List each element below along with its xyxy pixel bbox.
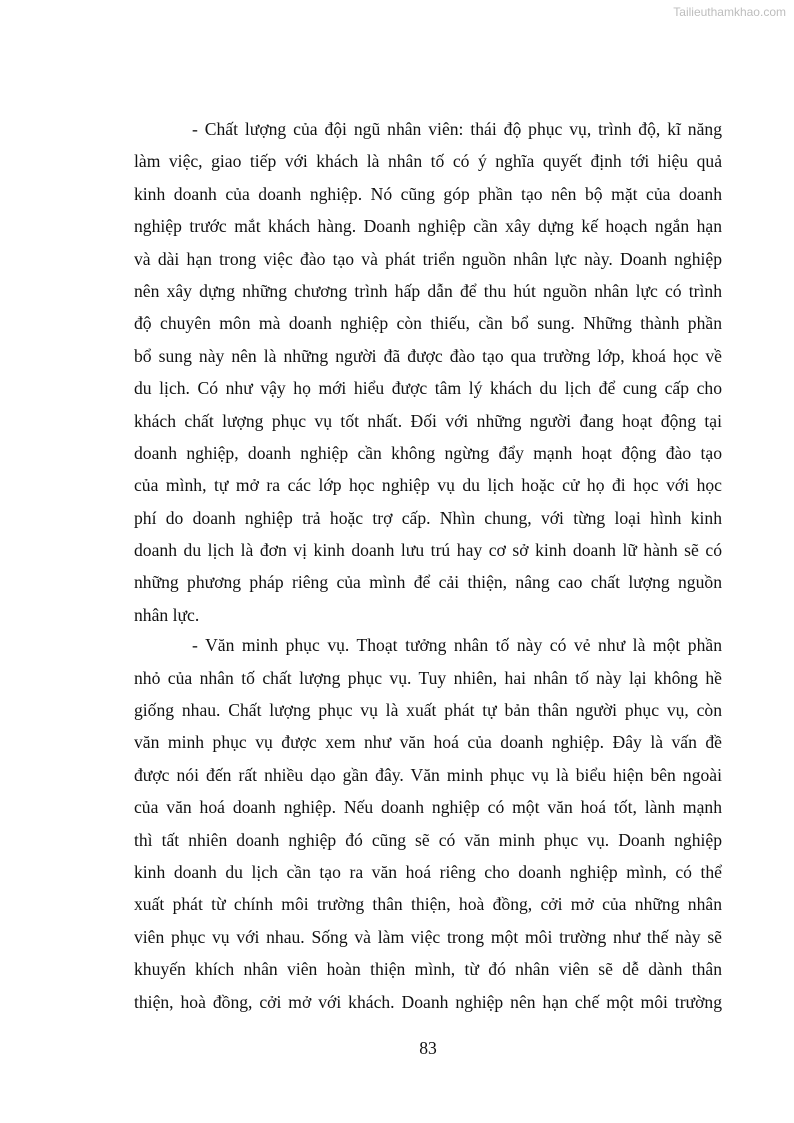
watermark: Tailieuthamkhao.com [673, 5, 786, 19]
text-line: khuyến khích nhân viên hoàn thiện mình, từ đó nhân viên sẽ dễ dành thân [134, 959, 722, 980]
text-line: - Chất lượng của đội ngũ nhân viên: thái độ phục vụ, trình độ, kĩ năng [192, 119, 722, 139]
text-line: nghiệp trước mắt khách hàng. Doanh nghiệp cần xây dựng kế hoạch ngắn hạn [134, 216, 722, 237]
text-line: làm việc, giao tiếp với khách là nhân tố có ý nghĩa quyết định tới hiệu quả [134, 151, 722, 172]
text-line: phí do doanh nghiệp trả hoặc trợ cấp. Nhìn chung, với từng loại hình kinh [134, 507, 722, 528]
text-line: khách chất lượng phục vụ tốt nhất. Đối với những người đang hoạt động tại [134, 410, 722, 431]
text-line: được nói đến rất nhiều dạo gần đây. Văn minh phục vụ là biểu hiện bên ngoài [134, 764, 722, 785]
text-line: và dài hạn trong việc đào tạo và phát triển nguồn nhân lực này. Doanh nghiệp [134, 248, 722, 269]
text-line: giống nhau. Chất lượng phục vụ là xuất phát tự bản thân người phục vụ, còn [134, 700, 722, 721]
document-body [134, 113, 722, 1018]
text-line: nên xây dựng những chương trình hấp dẫn để thu hút nguồn nhân lực có trình [134, 280, 722, 301]
text-line: viên phục vụ với nhau. Sống và làm việc trong một môi trường như thế này sẽ [134, 926, 722, 947]
paragraph [134, 113, 722, 631]
text-line: du lịch. Có như vậy họ mới hiểu được tâm lý khách du lịch để cung cấp cho [134, 378, 722, 399]
text-line: thì tất nhiên doanh nghiệp đó cũng sẽ có văn minh phục vụ. Doanh nghiệp [134, 829, 722, 850]
text-line: thiện, hoà đồng, cởi mở với khách. Doanh nghiệp nên hạn chế một môi trường [134, 991, 722, 1012]
text-line: bổ sung này nên là những người đã được đào tạo qua trường lớp, khoá học về [134, 345, 722, 366]
paragraph [134, 629, 722, 1018]
text-line: xuất phát từ chính môi trường thân thiện, hoà đồng, cởi mở của những nhân [134, 894, 722, 915]
page-number: 83 [419, 1038, 437, 1058]
text-line: nhỏ của nhân tố chất lượng phục vụ. Tuy nhiên, hai nhân tố này lại không hề [134, 667, 722, 688]
text-line: nhân lực. [134, 604, 200, 625]
text-line: doanh nghiệp, doanh nghiệp cần không ngừng đẩy mạnh hoạt động đào tạo [134, 442, 722, 463]
text-line: của mình, tự mở ra các lớp học nghiệp vụ du lịch hoặc cử họ đi học với học [134, 475, 722, 496]
text-line: những phương pháp riêng của mình để cải thiện, nâng cao chất lượng nguồn [134, 572, 722, 593]
text-line: - Văn minh phục vụ. Thoạt tưởng nhân tố này có vẻ như là một phần [192, 635, 722, 656]
text-line: văn minh phục vụ được xem như văn hoá của doanh nghiệp. Đây là vấn đề [134, 732, 722, 753]
text-line: độ chuyên môn mà doanh nghiệp còn thiếu, cần bổ sung. Những thành phần [134, 313, 722, 334]
text-line: kinh doanh của doanh nghiệp. Nó cũng góp phần tạo nên bộ mặt của doanh [134, 183, 722, 204]
text-line: kinh doanh du lịch cần tạo ra văn hoá riêng cho doanh nghiệp mình, có thể [134, 861, 722, 882]
text-line: của văn hoá doanh nghiệp. Nếu doanh nghiệp có một văn hoá tốt, lành mạnh [134, 797, 722, 818]
text-line: doanh du lịch là đơn vị kinh doanh lưu trú hay cơ sở kinh doanh lữ hành sẽ có [134, 540, 722, 561]
